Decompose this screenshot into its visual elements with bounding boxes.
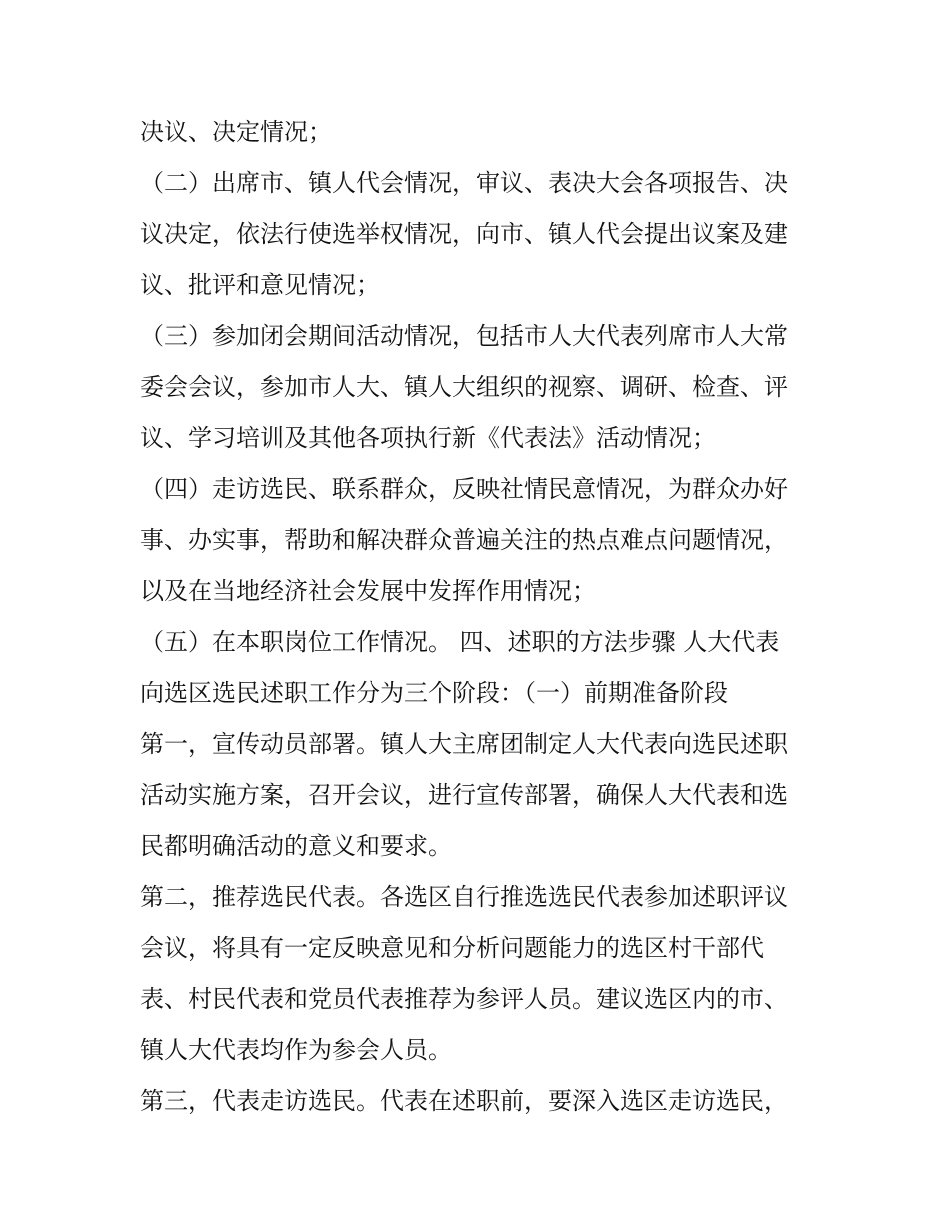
text-line: 镇人大代表均作为参会人员。 (140, 1036, 452, 1064)
text-line: 表、村民代表和党员代表推荐为参评人员。建议选区内的市、 (140, 985, 788, 1013)
text-line: 议决定，依法行使选举权情况，向市、镇人代会提出议案及建 (140, 220, 788, 248)
text-line: 委会会议，参加市人大、镇人大组织的视察、调研、检查、评 (140, 373, 788, 401)
text-line: 会议，将具有一定反映意见和分析问题能力的选区村干部代 (140, 934, 764, 962)
text-line: （三）参加闭会期间活动情况，包括市人大代表列席市人大常 (140, 322, 788, 350)
body-text (140, 107, 830, 1127)
text-line: 向选区选民述职工作分为三个阶段：（一）前期准备阶段 (140, 679, 728, 707)
text-line: 第三，代表走访选民。代表在述职前，要深入选区走访选民， (140, 1087, 788, 1115)
text-line: 议、学习培训及其他各项执行新《代表法》活动情况； (140, 424, 716, 452)
text-line: 以及在当地经济社会发展中发挥作用情况； (140, 577, 596, 605)
text-line: 第一，宣传动员部署。镇人大主席团制定人大代表向选民述职 (140, 730, 788, 758)
text-line: （五）在本职岗位工作情况。 四、述职的方法步骤 人大代表 (140, 628, 780, 656)
text-line: 第二，推荐选民代表。各选区自行推选选民代表参加述职评议 (140, 883, 788, 911)
text-line: 民都明确活动的意义和要求。 (140, 832, 452, 860)
text-line: （二）出席市、镇人代会情况，审议、表决大会各项报告、决 (140, 169, 788, 197)
text-line: 事、办实事，帮助和解决群众普遍关注的热点难点问题情况， (140, 526, 788, 554)
text-line: 议、批评和意见情况； (140, 271, 380, 299)
text-line: 活动实施方案，召开会议，进行宣传部署，确保人大代表和选 (140, 781, 788, 809)
text-line: 决议、决定情况； (140, 118, 332, 146)
text-line: （四）走访选民、联系群众，反映社情民意情况，为群众办好 (140, 475, 788, 503)
